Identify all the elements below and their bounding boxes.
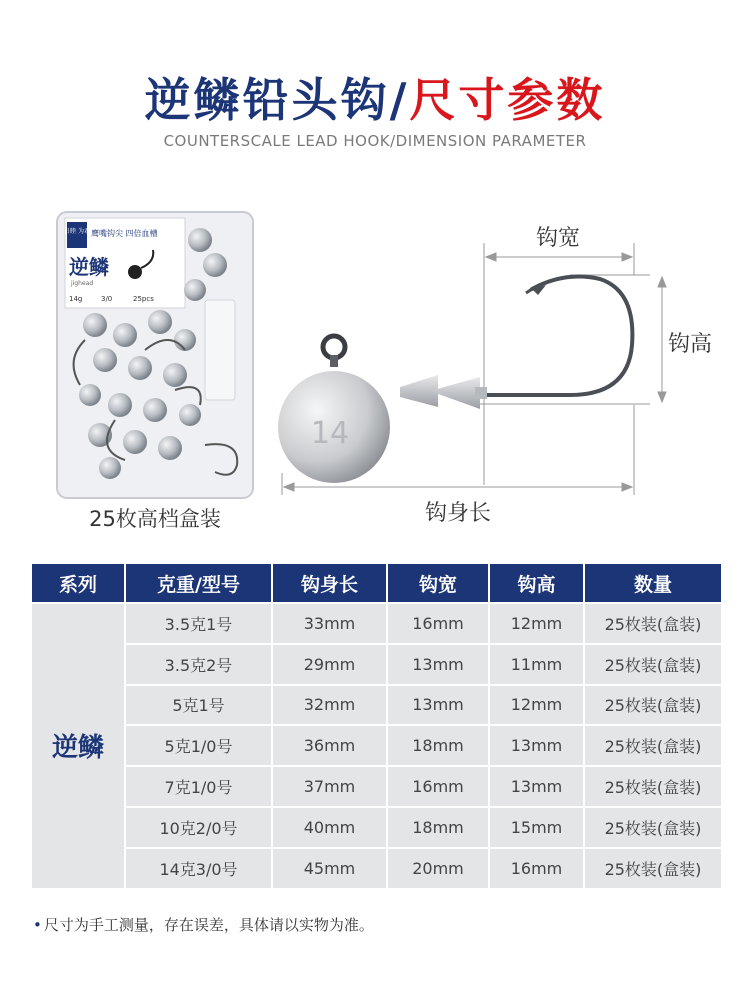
header-shank-length: 钩身长 xyxy=(273,564,386,602)
package-brand-en: jighead xyxy=(71,280,94,287)
cell-hook-height: 12mm xyxy=(490,686,583,725)
note-text: 尺寸为手工测量，存在误差，具体请以实物为准。 xyxy=(43,916,374,934)
table-row xyxy=(32,767,721,806)
table-row xyxy=(32,604,721,643)
cell-hook-height: 13mm xyxy=(490,726,583,765)
cell-hook-width: 13mm xyxy=(388,686,488,725)
package-badge xyxy=(67,222,87,248)
cell-weight-model: 10克2/0号 xyxy=(126,808,271,847)
cell-shank-length: 29mm xyxy=(273,645,386,684)
series-cell: 逆鳞 xyxy=(32,604,124,888)
title-main: 逆鳞铅头钩 xyxy=(144,73,390,127)
cell-quantity: 25枚装(盒装) xyxy=(585,645,721,684)
cell-hook-height: 12mm xyxy=(490,604,583,643)
product-package-image xyxy=(55,210,255,500)
jig-head-mark: 14 xyxy=(310,416,350,451)
package-caption: 25枚高档盒装 xyxy=(89,507,221,531)
hook-length-label: 钩身长 xyxy=(424,501,492,526)
package-latch xyxy=(205,300,235,400)
package-spec-weight: 14g xyxy=(69,295,83,303)
cell-hook-height: 16mm xyxy=(490,849,583,888)
cell-hook-width: 16mm xyxy=(388,767,488,806)
page-subtitle: COUNTERSCALE LEAD HOOK/DIMENSION PARAMETER xyxy=(163,132,587,150)
cell-hook-height: 11mm xyxy=(490,645,583,684)
table-row xyxy=(32,645,721,684)
cell-weight-model: 3.5克1号 xyxy=(126,604,271,643)
cell-quantity: 25枚装(盒装) xyxy=(585,808,721,847)
table-row xyxy=(32,686,721,725)
package-spec-size: 3/0 xyxy=(101,295,113,303)
hook-body xyxy=(470,277,632,395)
cell-shank-length: 45mm xyxy=(273,849,386,888)
package-spec-count: 25pcs xyxy=(133,295,154,303)
cell-shank-length: 32mm xyxy=(273,686,386,725)
cell-shank-length: 33mm xyxy=(273,604,386,643)
header-hook-height: 钩高 xyxy=(490,564,583,602)
cell-weight-model: 7克1/0号 xyxy=(126,767,271,806)
header-quantity: 数量 xyxy=(585,564,721,602)
package-label-top: 鹰嘴钩尖 四倍血槽 xyxy=(91,229,158,238)
package-brand: 逆鳞 xyxy=(69,255,109,279)
dimension-diagram xyxy=(270,215,740,535)
page-title xyxy=(0,70,750,130)
package-label-hook-icon xyxy=(128,265,142,279)
cell-hook-width: 18mm xyxy=(388,726,488,765)
note-bullet: • xyxy=(33,916,42,934)
hook-height-dimension xyxy=(480,275,666,404)
jig-eye xyxy=(323,336,345,367)
cell-shank-length: 36mm xyxy=(273,726,386,765)
measurement-note xyxy=(33,914,374,935)
cell-weight-model: 5克1号 xyxy=(126,686,271,725)
cell-weight-model: 14克3/0号 xyxy=(126,849,271,888)
cell-quantity: 25枚装(盒装) xyxy=(585,726,721,765)
spec-table xyxy=(30,562,723,890)
cell-weight-model: 3.5克2号 xyxy=(126,645,271,684)
table-row xyxy=(32,808,721,847)
cell-quantity: 25枚装(盒装) xyxy=(585,767,721,806)
hook-height-label: 钩高 xyxy=(668,332,713,357)
hook-width-label: 钩宽 xyxy=(535,226,581,251)
cell-shank-length: 40mm xyxy=(273,808,386,847)
package-badge-text: 日睦 为君 xyxy=(64,228,90,235)
cell-hook-height: 15mm xyxy=(490,808,583,847)
jig-collar xyxy=(400,375,487,409)
cell-shank-length: 37mm xyxy=(273,767,386,806)
table-row xyxy=(32,726,721,765)
title-separator: / xyxy=(389,73,410,127)
cell-hook-width: 20mm xyxy=(388,849,488,888)
cell-hook-width: 18mm xyxy=(388,808,488,847)
cell-weight-model: 5克1/0号 xyxy=(126,726,271,765)
cell-quantity: 25枚装(盒装) xyxy=(585,604,721,643)
cell-quantity: 25枚装(盒装) xyxy=(585,686,721,725)
cell-quantity: 25枚装(盒装) xyxy=(585,849,721,888)
header-series: 系列 xyxy=(32,564,124,602)
cell-hook-width: 13mm xyxy=(388,645,488,684)
cell-hook-height: 13mm xyxy=(490,767,583,806)
title-accent: 尺寸参数 xyxy=(409,73,606,127)
table-row xyxy=(32,849,721,888)
table-header-row xyxy=(32,564,721,602)
header-hook-width: 钩宽 xyxy=(388,564,488,602)
cell-hook-width: 16mm xyxy=(388,604,488,643)
header-weight-model: 克重/型号 xyxy=(126,564,271,602)
